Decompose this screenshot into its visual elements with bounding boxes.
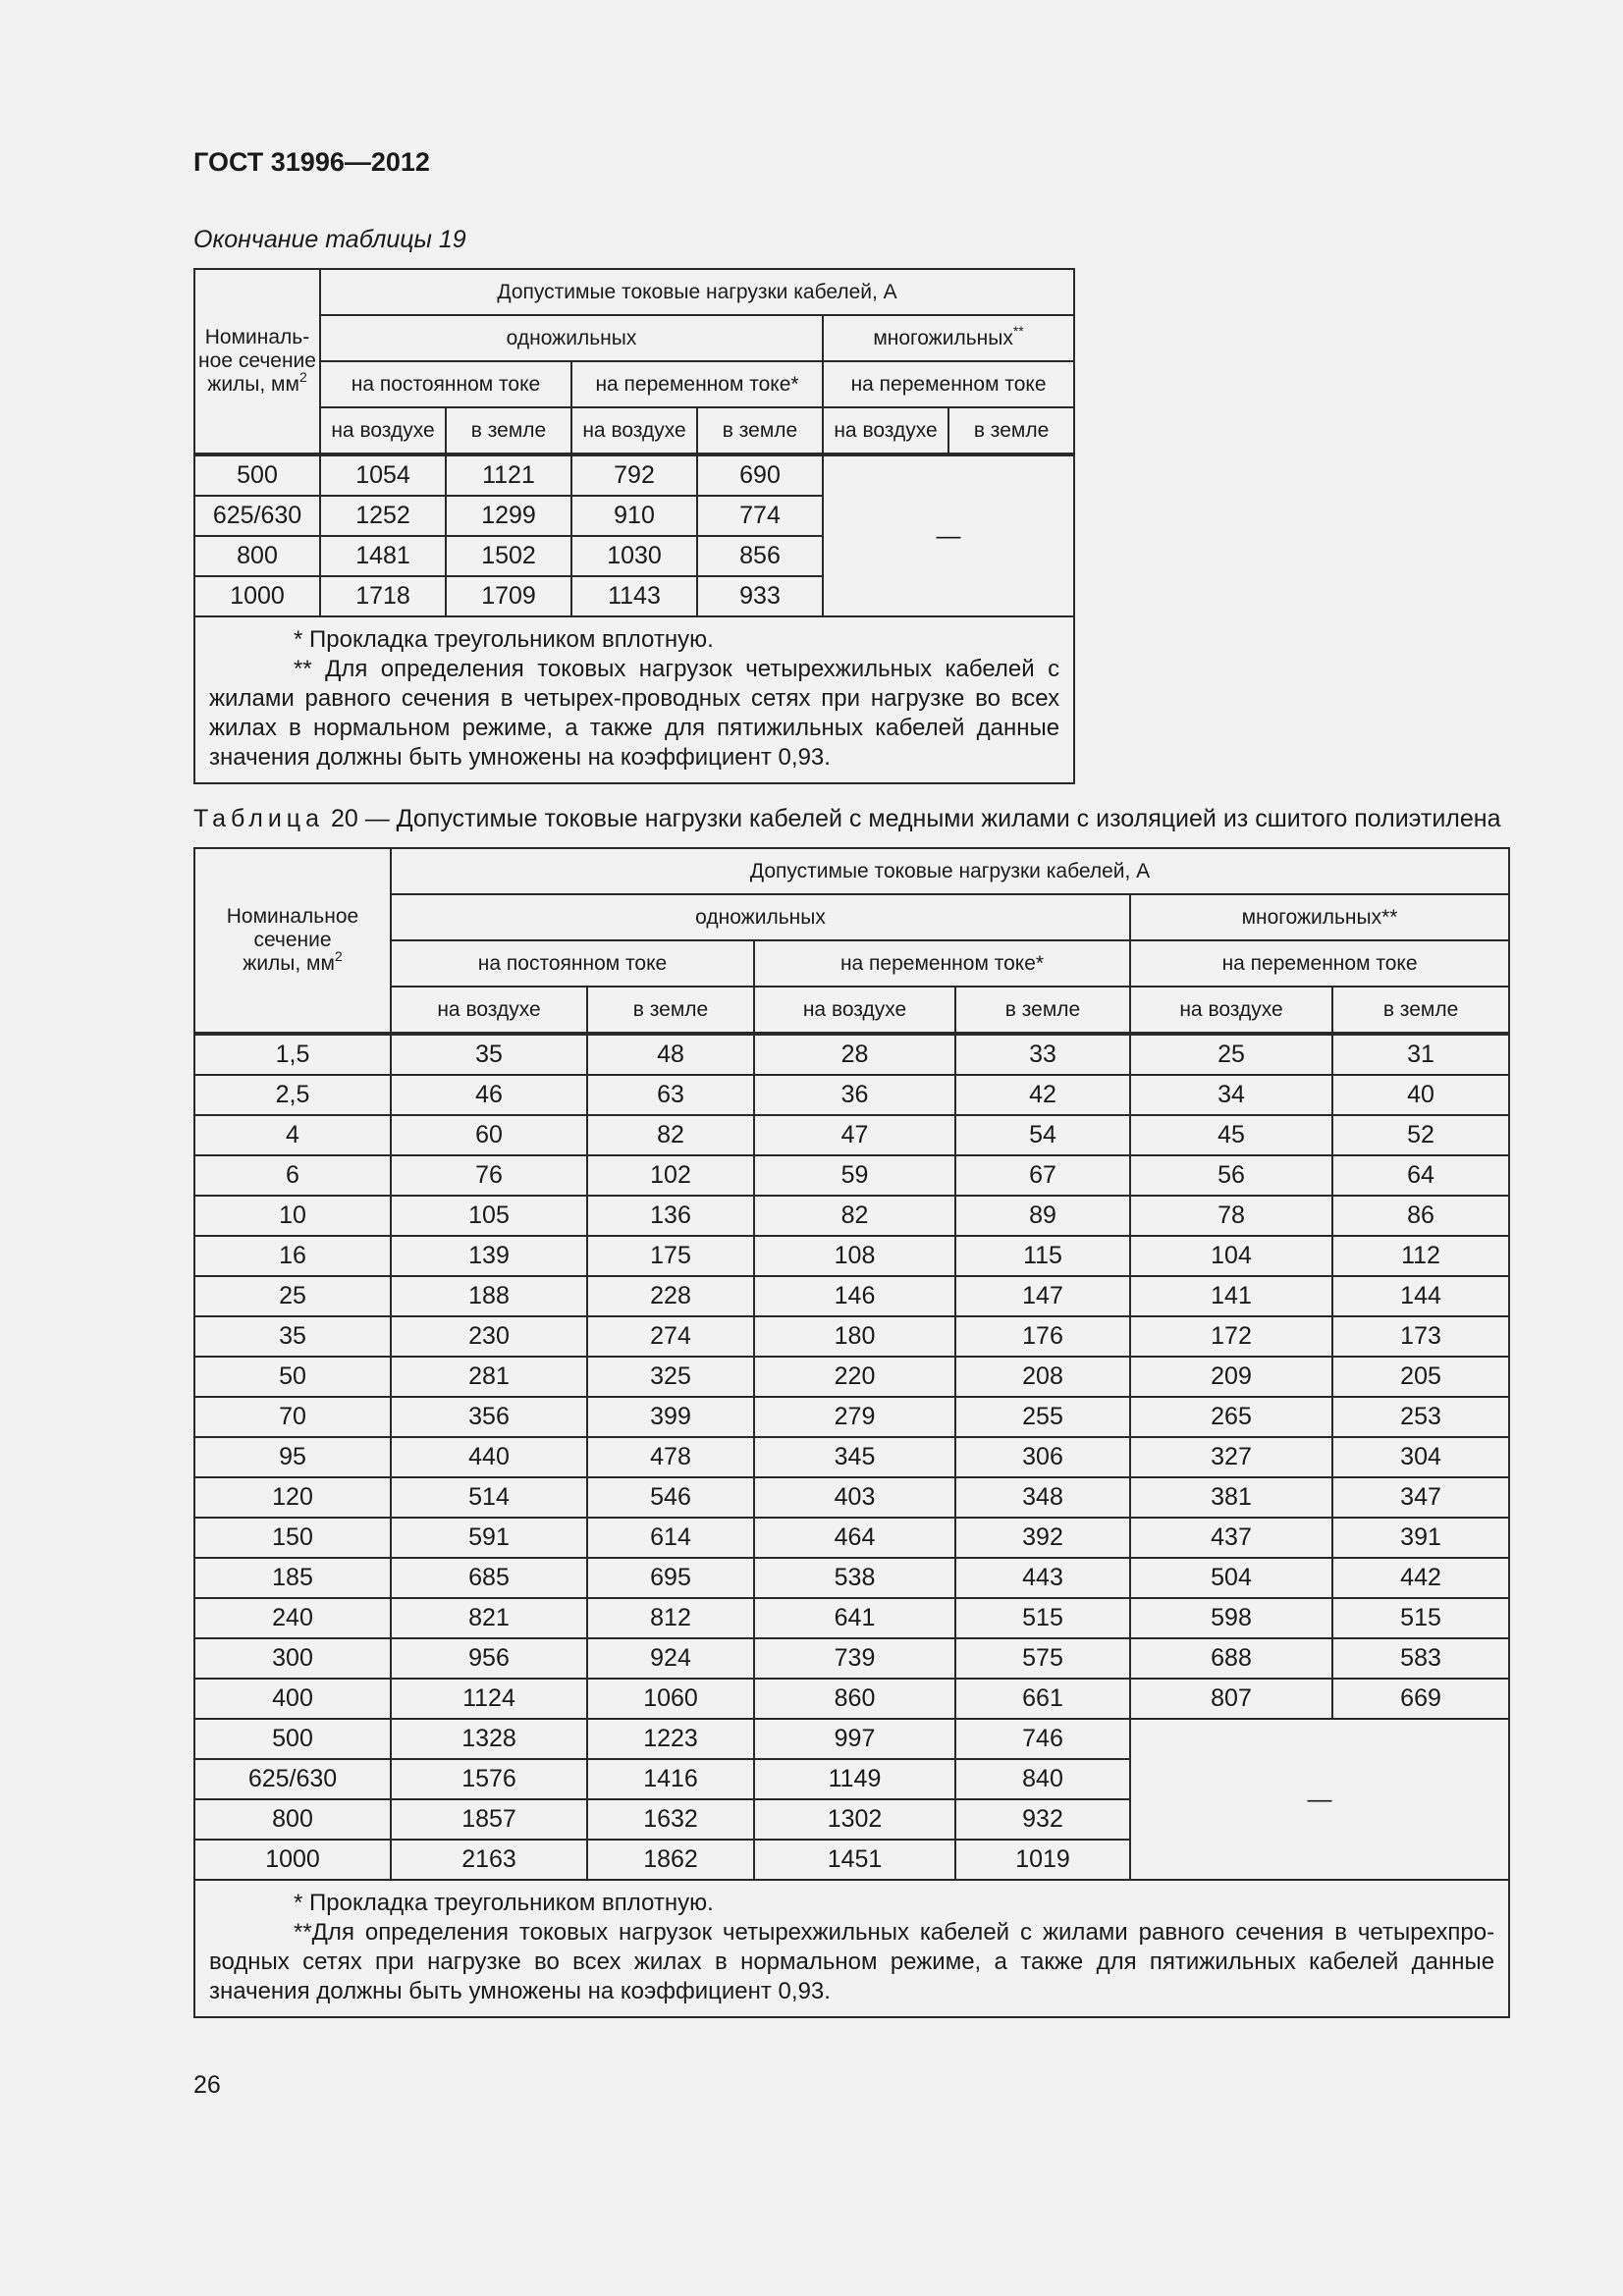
value-cell: 1302 xyxy=(754,1799,955,1840)
value-cell: 443 xyxy=(955,1558,1130,1598)
value-cell: 104 xyxy=(1130,1236,1332,1276)
value-cell: 52 xyxy=(1332,1115,1509,1155)
value-cell: 1019 xyxy=(955,1840,1130,1880)
single-core-header: одножильных xyxy=(320,315,823,361)
value-cell: 1060 xyxy=(587,1679,754,1719)
value-cell: 464 xyxy=(754,1518,955,1558)
section-cell: 1,5 xyxy=(194,1034,391,1075)
page-number: 26 xyxy=(193,2071,221,2099)
value-cell: 208 xyxy=(955,1357,1130,1397)
table-19 xyxy=(193,268,1508,784)
value-cell: 856 xyxy=(697,536,823,576)
table-row xyxy=(194,1196,1509,1236)
table-row xyxy=(194,1357,1509,1397)
value-cell: 180 xyxy=(754,1316,955,1357)
value-cell: 391 xyxy=(1332,1518,1509,1558)
value-cell: 279 xyxy=(754,1397,955,1437)
value-cell: 47 xyxy=(754,1115,955,1155)
value-cell: 1451 xyxy=(754,1840,955,1880)
value-cell: 108 xyxy=(754,1236,955,1276)
table-row xyxy=(194,1679,1509,1719)
value-cell: 35 xyxy=(391,1034,587,1075)
section-cell: 25 xyxy=(194,1276,391,1316)
value-cell: 31 xyxy=(1332,1034,1509,1075)
value-cell: 1718 xyxy=(320,576,446,616)
value-cell: 399 xyxy=(587,1397,754,1437)
value-cell: 1481 xyxy=(320,536,446,576)
ac-air-header: на воздухе xyxy=(571,407,697,454)
table-row xyxy=(194,1034,1509,1075)
section-cell: 1000 xyxy=(194,1840,391,1880)
value-cell: 669 xyxy=(1332,1679,1509,1719)
value-cell: 102 xyxy=(587,1155,754,1196)
value-cell: 40 xyxy=(1332,1075,1509,1115)
value-cell: 478 xyxy=(587,1437,754,1477)
value-cell: 641 xyxy=(754,1598,955,1638)
value-cell: 255 xyxy=(955,1397,1130,1437)
value-cell: 345 xyxy=(754,1437,955,1477)
value-cell: 209 xyxy=(1130,1357,1332,1397)
section-cell: 10 xyxy=(194,1196,391,1236)
value-cell: 924 xyxy=(587,1638,754,1679)
table-row xyxy=(194,454,1507,496)
note-2: **Для определения токовых нагрузок четырехжильных кабелей с жилами равного сечения в четырехпро-водных сетях при нагрузке во всех жилах в нормальном режиме, а также для пятижильных кабелей данные значения должны быть умножены на коэффициент 0,93. xyxy=(209,1919,1495,2004)
value-cell: 220 xyxy=(754,1357,955,1397)
document-title: ГОСТ 31996—2012 xyxy=(193,147,430,177)
value-cell: 575 xyxy=(955,1638,1130,1679)
loads-header: Допустимые токовые нагрузки кабелей, А xyxy=(320,269,1074,315)
section-cell: 120 xyxy=(194,1477,391,1518)
table-row xyxy=(194,1437,1509,1477)
table-row xyxy=(194,1598,1509,1638)
value-cell: 67 xyxy=(955,1155,1130,1196)
ac-ground-header: в земле xyxy=(955,987,1130,1034)
section-header xyxy=(194,269,320,454)
value-cell: 144 xyxy=(1332,1276,1509,1316)
note-1: * Прокладка треугольником вплотную. xyxy=(294,626,714,653)
section-cell: 185 xyxy=(194,1558,391,1598)
table-row xyxy=(194,1518,1509,1558)
value-cell: 840 xyxy=(955,1759,1130,1799)
dc-air-header: на воздухе xyxy=(391,987,587,1034)
value-cell: 860 xyxy=(754,1679,955,1719)
value-cell: 115 xyxy=(955,1236,1130,1276)
value-cell: 89 xyxy=(955,1196,1130,1236)
value-cell: 59 xyxy=(754,1155,955,1196)
value-cell: 325 xyxy=(587,1357,754,1397)
note-2: ** Для определения токовых нагрузок четырехжильных кабелей с жилами равного сечения в четырех-проводных сетях при нагрузке во всех жилах в нормальном режиме, а также для пятижильных кабелей данные значения должны быть умножены на коэффициент 0,93. xyxy=(209,656,1060,771)
table-row xyxy=(194,1236,1509,1276)
value-cell: 105 xyxy=(391,1196,587,1236)
value-cell: 356 xyxy=(391,1397,587,1437)
value-cell: 42 xyxy=(955,1075,1130,1115)
value-cell: 48 xyxy=(587,1034,754,1075)
section-cell: 50 xyxy=(194,1357,391,1397)
section-header-text: Номиналь- ное сечение жилы, мм xyxy=(198,326,316,396)
value-cell: 997 xyxy=(754,1719,955,1759)
table-row xyxy=(194,1719,1509,1759)
table-19-caption: Окончание таблицы 19 xyxy=(193,226,466,253)
value-cell: 1143 xyxy=(571,576,697,616)
section-cell: 2,5 xyxy=(194,1075,391,1115)
multi-ground-header: в земле xyxy=(1332,987,1509,1034)
value-cell: 205 xyxy=(1332,1357,1509,1397)
value-cell: 1862 xyxy=(587,1840,754,1880)
value-cell: 932 xyxy=(955,1799,1130,1840)
value-cell: 28 xyxy=(754,1034,955,1075)
value-cell: 136 xyxy=(587,1196,754,1236)
value-cell: 141 xyxy=(1130,1276,1332,1316)
value-cell: 774 xyxy=(697,496,823,536)
value-cell: 504 xyxy=(1130,1558,1332,1598)
value-cell: 792 xyxy=(571,454,697,496)
multi-core-footnote-mark: ** xyxy=(1012,322,1024,339)
value-cell: 598 xyxy=(1130,1598,1332,1638)
value-cell: 821 xyxy=(391,1598,587,1638)
table-row xyxy=(194,1397,1509,1437)
section-header-superscript: 2 xyxy=(334,948,343,964)
value-cell: 1857 xyxy=(391,1799,587,1840)
table-20-notes xyxy=(194,1880,1509,2017)
value-cell: 1054 xyxy=(320,454,446,496)
ac-multi-header: на переменном токе xyxy=(823,361,1074,407)
dc-ground-header: в земле xyxy=(446,407,571,454)
table-row xyxy=(194,1558,1509,1598)
value-cell: 82 xyxy=(754,1196,955,1236)
value-cell: 695 xyxy=(587,1558,754,1598)
value-cell: 173 xyxy=(1332,1316,1509,1357)
value-cell: 33 xyxy=(955,1034,1130,1075)
section-header-text: Номинальное сечение жилы, мм xyxy=(226,905,359,975)
value-cell: 281 xyxy=(391,1357,587,1397)
value-cell: 76 xyxy=(391,1155,587,1196)
multi-core-dash-cell: — xyxy=(823,454,1074,616)
section-header-superscript: 2 xyxy=(298,369,307,385)
multi-core-header: многожильных** xyxy=(1130,894,1509,940)
value-cell: 64 xyxy=(1332,1155,1509,1196)
section-cell: 95 xyxy=(194,1437,391,1477)
single-core-header: одножильных xyxy=(391,894,1130,940)
value-cell: 1299 xyxy=(446,496,571,536)
section-cell: 6 xyxy=(194,1155,391,1196)
section-cell: 16 xyxy=(194,1236,391,1276)
value-cell: 1149 xyxy=(754,1759,955,1799)
ac-header: на переменном токе* xyxy=(571,361,823,407)
table-row xyxy=(194,1115,1509,1155)
section-cell: 150 xyxy=(194,1518,391,1558)
ac-ground-header: в земле xyxy=(697,407,823,454)
section-cell: 240 xyxy=(194,1598,391,1638)
value-cell: 306 xyxy=(955,1437,1130,1477)
value-cell: 1252 xyxy=(320,496,446,536)
value-cell: 583 xyxy=(1332,1638,1509,1679)
value-cell: 1576 xyxy=(391,1759,587,1799)
value-cell: 1121 xyxy=(446,454,571,496)
value-cell: 2163 xyxy=(391,1840,587,1880)
section-cell: 625/630 xyxy=(194,1759,391,1799)
section-cell: 500 xyxy=(194,1719,391,1759)
value-cell: 392 xyxy=(955,1518,1130,1558)
value-cell: 78 xyxy=(1130,1196,1332,1236)
table-20-caption-text: 20 — Допустимые токовые нагрузки кабелей с медными жилами с изоляцией из сшитого полиэтилена xyxy=(324,805,1501,832)
value-cell: 146 xyxy=(754,1276,955,1316)
value-cell: 34 xyxy=(1130,1075,1332,1115)
value-cell: 1502 xyxy=(446,536,571,576)
value-cell: 56 xyxy=(1130,1155,1332,1196)
multi-core-header xyxy=(823,315,1074,361)
dc-air-header: на воздухе xyxy=(320,407,446,454)
section-cell: 35 xyxy=(194,1316,391,1357)
table-row xyxy=(194,1075,1509,1115)
table-row xyxy=(194,1316,1509,1357)
value-cell: 956 xyxy=(391,1638,587,1679)
value-cell: 36 xyxy=(754,1075,955,1115)
value-cell: 175 xyxy=(587,1236,754,1276)
value-cell: 347 xyxy=(1332,1477,1509,1518)
multi-ground-header: в земле xyxy=(948,407,1074,454)
table-row xyxy=(194,1638,1509,1679)
ac-air-header: на воздухе xyxy=(754,987,955,1034)
multi-core-label: многожильных xyxy=(873,326,1013,349)
value-cell: 807 xyxy=(1130,1679,1332,1719)
value-cell: 381 xyxy=(1130,1477,1332,1518)
loads-header: Допустимые токовые нагрузки кабелей, А xyxy=(391,848,1509,894)
section-cell: 800 xyxy=(194,1799,391,1840)
value-cell: 274 xyxy=(587,1316,754,1357)
value-cell: 82 xyxy=(587,1115,754,1155)
table-row xyxy=(194,1477,1509,1518)
table-19-body xyxy=(194,454,1507,616)
value-cell: 1124 xyxy=(391,1679,587,1719)
table-20-caption-label: Таблица xyxy=(193,805,325,832)
value-cell: 1223 xyxy=(587,1719,754,1759)
value-cell: 139 xyxy=(391,1236,587,1276)
value-cell: 812 xyxy=(587,1598,754,1638)
section-cell: 70 xyxy=(194,1397,391,1437)
value-cell: 910 xyxy=(571,496,697,536)
section-cell: 4 xyxy=(194,1115,391,1155)
value-cell: 515 xyxy=(955,1598,1130,1638)
value-cell: 538 xyxy=(754,1558,955,1598)
value-cell: 690 xyxy=(697,454,823,496)
value-cell: 327 xyxy=(1130,1437,1332,1477)
value-cell: 348 xyxy=(955,1477,1130,1518)
value-cell: 228 xyxy=(587,1276,754,1316)
value-cell: 746 xyxy=(955,1719,1130,1759)
value-cell: 60 xyxy=(391,1115,587,1155)
value-cell: 1328 xyxy=(391,1719,587,1759)
value-cell: 591 xyxy=(391,1518,587,1558)
section-header xyxy=(194,848,391,1034)
value-cell: 1632 xyxy=(587,1799,754,1840)
dc-header: на постоянном токе xyxy=(391,940,754,987)
value-cell: 1030 xyxy=(571,536,697,576)
value-cell: 265 xyxy=(1130,1397,1332,1437)
value-cell: 1709 xyxy=(446,576,571,616)
value-cell: 46 xyxy=(391,1075,587,1115)
value-cell: 45 xyxy=(1130,1115,1332,1155)
dc-ground-header: в земле xyxy=(587,987,754,1034)
value-cell: 253 xyxy=(1332,1397,1509,1437)
value-cell: 614 xyxy=(587,1518,754,1558)
multi-core-dash-cell: — xyxy=(1130,1719,1509,1880)
value-cell: 172 xyxy=(1130,1316,1332,1357)
table-20 xyxy=(193,847,1510,2018)
value-cell: 546 xyxy=(587,1477,754,1518)
value-cell: 63 xyxy=(587,1075,754,1115)
value-cell: 188 xyxy=(391,1276,587,1316)
dc-header: на постоянном токе xyxy=(320,361,571,407)
value-cell: 25 xyxy=(1130,1034,1332,1075)
section-cell: 625/630 xyxy=(194,496,320,536)
table-20-caption xyxy=(193,805,1500,833)
value-cell: 1416 xyxy=(587,1759,754,1799)
table-20-body xyxy=(194,1034,1509,1880)
multi-air-header: на воздухе xyxy=(823,407,948,454)
ac-header: на переменном токе* xyxy=(754,940,1130,987)
value-cell: 147 xyxy=(955,1276,1130,1316)
value-cell: 304 xyxy=(1332,1437,1509,1477)
section-cell: 800 xyxy=(194,536,320,576)
value-cell: 514 xyxy=(391,1477,587,1518)
value-cell: 685 xyxy=(391,1558,587,1598)
value-cell: 933 xyxy=(697,576,823,616)
value-cell: 440 xyxy=(391,1437,587,1477)
value-cell: 86 xyxy=(1332,1196,1509,1236)
value-cell: 112 xyxy=(1332,1236,1509,1276)
value-cell: 739 xyxy=(754,1638,955,1679)
value-cell: 661 xyxy=(955,1679,1130,1719)
value-cell: 442 xyxy=(1332,1558,1509,1598)
value-cell: 176 xyxy=(955,1316,1130,1357)
value-cell: 515 xyxy=(1332,1598,1509,1638)
section-cell: 500 xyxy=(194,454,320,496)
table-19-notes xyxy=(194,616,1074,783)
multi-air-header: на воздухе xyxy=(1130,987,1332,1034)
section-cell: 400 xyxy=(194,1679,391,1719)
section-cell: 300 xyxy=(194,1638,391,1679)
table-row xyxy=(194,1155,1509,1196)
value-cell: 54 xyxy=(955,1115,1130,1155)
value-cell: 403 xyxy=(754,1477,955,1518)
table-row xyxy=(194,1276,1509,1316)
value-cell: 437 xyxy=(1130,1518,1332,1558)
ac-multi-header: на переменном токе xyxy=(1130,940,1509,987)
section-cell: 1000 xyxy=(194,576,320,616)
value-cell: 230 xyxy=(391,1316,587,1357)
note-1: * Прокладка треугольником вплотную. xyxy=(294,1890,714,1916)
value-cell: 688 xyxy=(1130,1638,1332,1679)
